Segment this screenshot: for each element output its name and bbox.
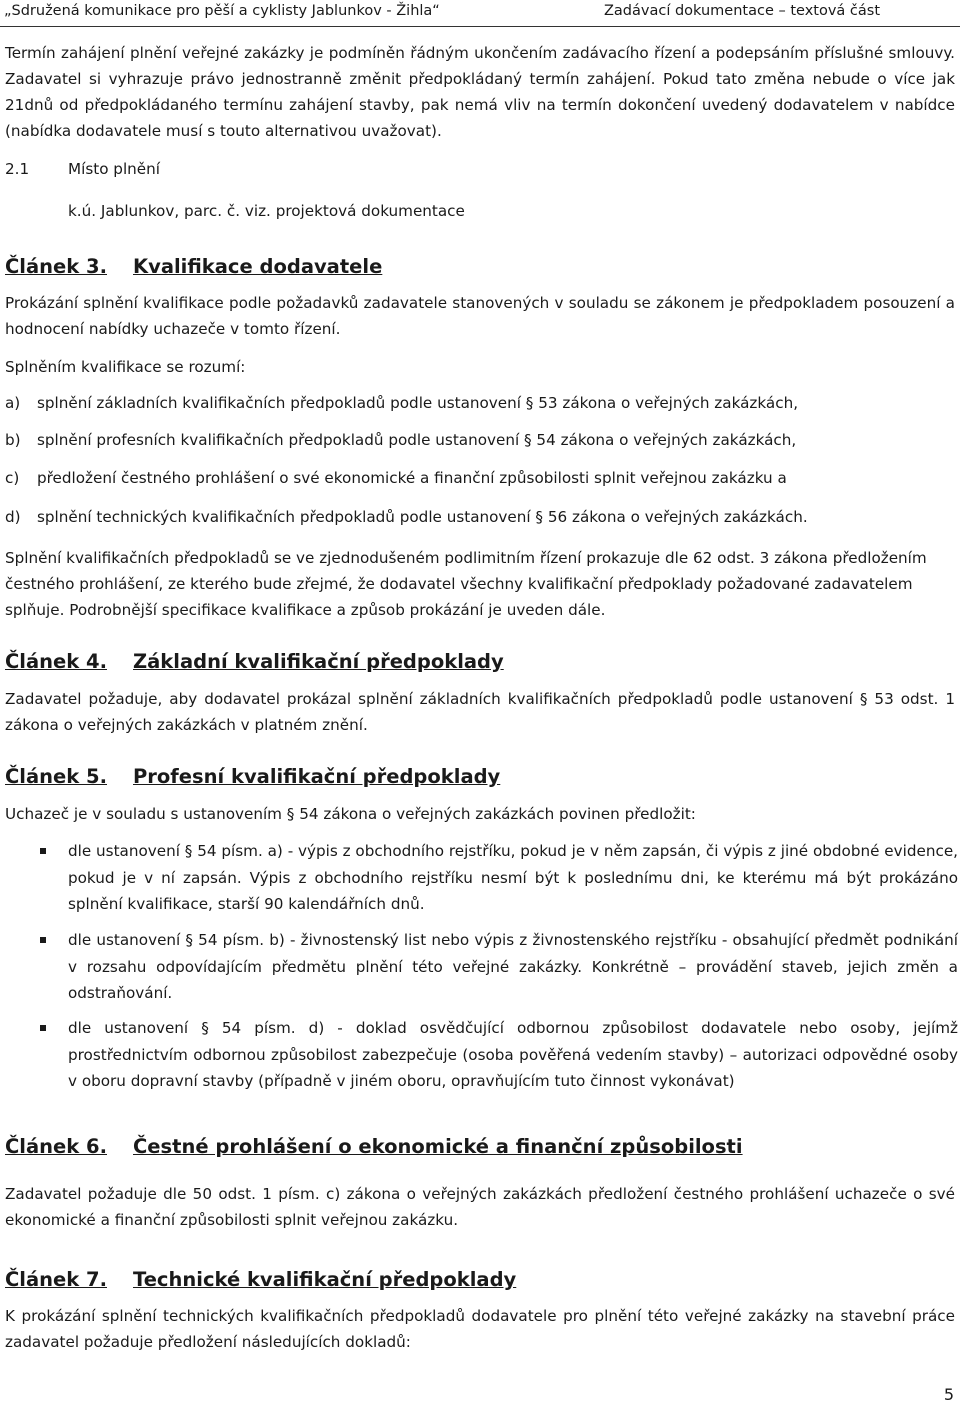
article-number: Článek 7. xyxy=(5,1268,107,1291)
article-title: Kvalifikace dodavatele xyxy=(133,255,383,278)
article-number: Článek 5. xyxy=(5,765,107,788)
article-title: Základní kvalifikační předpoklady xyxy=(133,650,504,673)
place-of-performance: k.ú. Jablunkov, parc. č. viz. projektová dokumentace xyxy=(68,202,465,220)
article-5-heading xyxy=(5,765,500,788)
article-number: Článek 6. xyxy=(5,1135,107,1158)
list-item xyxy=(5,431,796,449)
article-4-paragraph: Zadavatel požaduje, aby dodavatel prokázal splnění základních kvalifikačních předpokladů podle ustanovení § 53 odst. 1 zákona o veřejných zakázkách v platném znění. xyxy=(5,690,955,734)
bullet-marker xyxy=(40,937,46,943)
article-3-heading xyxy=(5,255,382,278)
header-project-title: „Sdružená komunikace pro pěší a cyklisty Jablunkov - Žihla“ xyxy=(4,3,440,19)
page-number: 5 xyxy=(943,1385,954,1404)
article-title: Profesní kvalifikační předpoklady xyxy=(133,765,501,788)
header-document-type: Zadávací dokumentace – textová část xyxy=(603,3,880,19)
article-number: Článek 3. xyxy=(5,255,107,278)
article-3-paragraph-2: Splněním kvalifikace se rozumí: xyxy=(5,358,246,376)
item-text: splnění základních kvalifikačních předpokladů podle ustanovení § 53 zákona o veřejných zakázkách, xyxy=(37,394,799,412)
article-number: Článek 4. xyxy=(5,650,107,673)
item-text: předložení čestného prohlášení o své ekonomické a finanční způsobilosti splnit veřejnou zakázku a xyxy=(37,469,787,487)
list-item xyxy=(5,394,798,412)
article-4-heading xyxy=(5,650,504,673)
item-text: splnění technických kvalifikačních předpokladů podle ustanovení § 56 zákona o veřejných zakázkách. xyxy=(37,508,808,526)
section-title: Místo plnění xyxy=(68,160,160,178)
bullet-marker xyxy=(40,848,46,854)
bullet-marker xyxy=(40,1025,46,1031)
article-6-heading xyxy=(5,1135,743,1158)
bullet-text: dle ustanovení § 54 písm. a) - výpis z obchodního rejstříku, pokud je v něm zapsán, či výpis z jiné obdobné evidence, pokud je v ní zapsán. Výpis z obchodního rejstříku nesmí být k poslednímu dni, ke kterému má být prokázáno splnění kvalifikace, starší 90 kalendářních dnů. xyxy=(68,842,958,913)
list-item xyxy=(5,508,808,526)
item-label: b) xyxy=(5,431,21,449)
article-3-paragraph-3: Splnění kvalifikačních předpokladů se ve zjednodušeném podlimitním řízení prokazuje dle 62 odst. 3 zákona předložením čestného prohlášení, ze kterého bude zřejmé, že dodavatel všechny kvalifikační předpoklady požadované zadavatelem splňuje. Podrobnější specifikace kvalifikace a způsob prokázání je uveden dále. xyxy=(5,549,927,619)
list-item xyxy=(5,469,787,487)
section-number: 2.1 xyxy=(5,160,30,178)
article-7-paragraph: K prokázání splnění technických kvalifikačních předpokladů dodavatele pro plnění této veřejné zakázky na stavební práce zadavatel požaduje předložení následujících dokladů: xyxy=(5,1307,955,1351)
item-label: c) xyxy=(5,469,20,487)
item-text: splnění profesních kvalifikačních předpokladů podle ustanovení § 54 zákona o veřejných zakázkách, xyxy=(37,431,797,449)
article-7-heading xyxy=(5,1268,516,1291)
intro-paragraph: Termín zahájení plnění veřejné zakázky je podmíněn řádným ukončením zadávacího řízení a podepsáním příslušné smlouvy. Zadavatel si vyhrazuje právo jednostranně změnit předpokládaný termín zahájení. Pokud tato změna nebude o více jak 21dnů od předpokládaného termínu zahájení stavby, pak nemá vliv na termín dokončení uvedený dodavatelem v nabídce (nabídka dodavatele musí s touto alternativou uvažovat). xyxy=(5,44,955,140)
bullet-text: dle ustanovení § 54 písm. d) - doklad osvědčující odbornou způsobilost dodavatele nebo osoby, jejímž prostřednictvím odbornou způsobilost zabezpečuje (osoba pověřená vedením stavby) – autorizaci odpovědné osoby v oboru dopravní stavby (případně v jiném oboru, opravňujícím tuto činnost vykonávat) xyxy=(68,1019,958,1090)
article-title: Čestné prohlášení o ekonomické a finanční způsobilosti xyxy=(133,1135,743,1158)
page-header xyxy=(0,0,960,27)
item-label: a) xyxy=(5,394,21,412)
article-title: Technické kvalifikační předpoklady xyxy=(133,1268,517,1291)
article-3-paragraph-1: Prokázání splnění kvalifikace podle požadavků zadavatele stanovených v souladu se zákonem je předpokladem posouzení a hodnocení nabídky uchazeče v tomto řízení. xyxy=(5,294,955,338)
article-6-paragraph: Zadavatel požaduje dle 50 odst. 1 písm. c) zákona o veřejných zakázkách předložení čestného prohlášení uchazeče o své ekonomické a finanční způsobilosti splnit veřejnou zakázku. xyxy=(5,1185,955,1229)
item-label: d) xyxy=(5,508,21,526)
article-5-paragraph: Uchazeč je v souladu s ustanovením § 54 zákona o veřejných zakázkách povinen předložit: xyxy=(5,805,696,823)
bullet-text: dle ustanovení § 54 písm. b) - živnostenský list nebo výpis z živnostenského rejstříku - obsahující předmět podnikání v rozsahu odpovídajícím předmětu plnění této veřejné zakázky. Konkrétně – provádění staveb, jejich změn a odstraňování. xyxy=(68,931,958,1002)
